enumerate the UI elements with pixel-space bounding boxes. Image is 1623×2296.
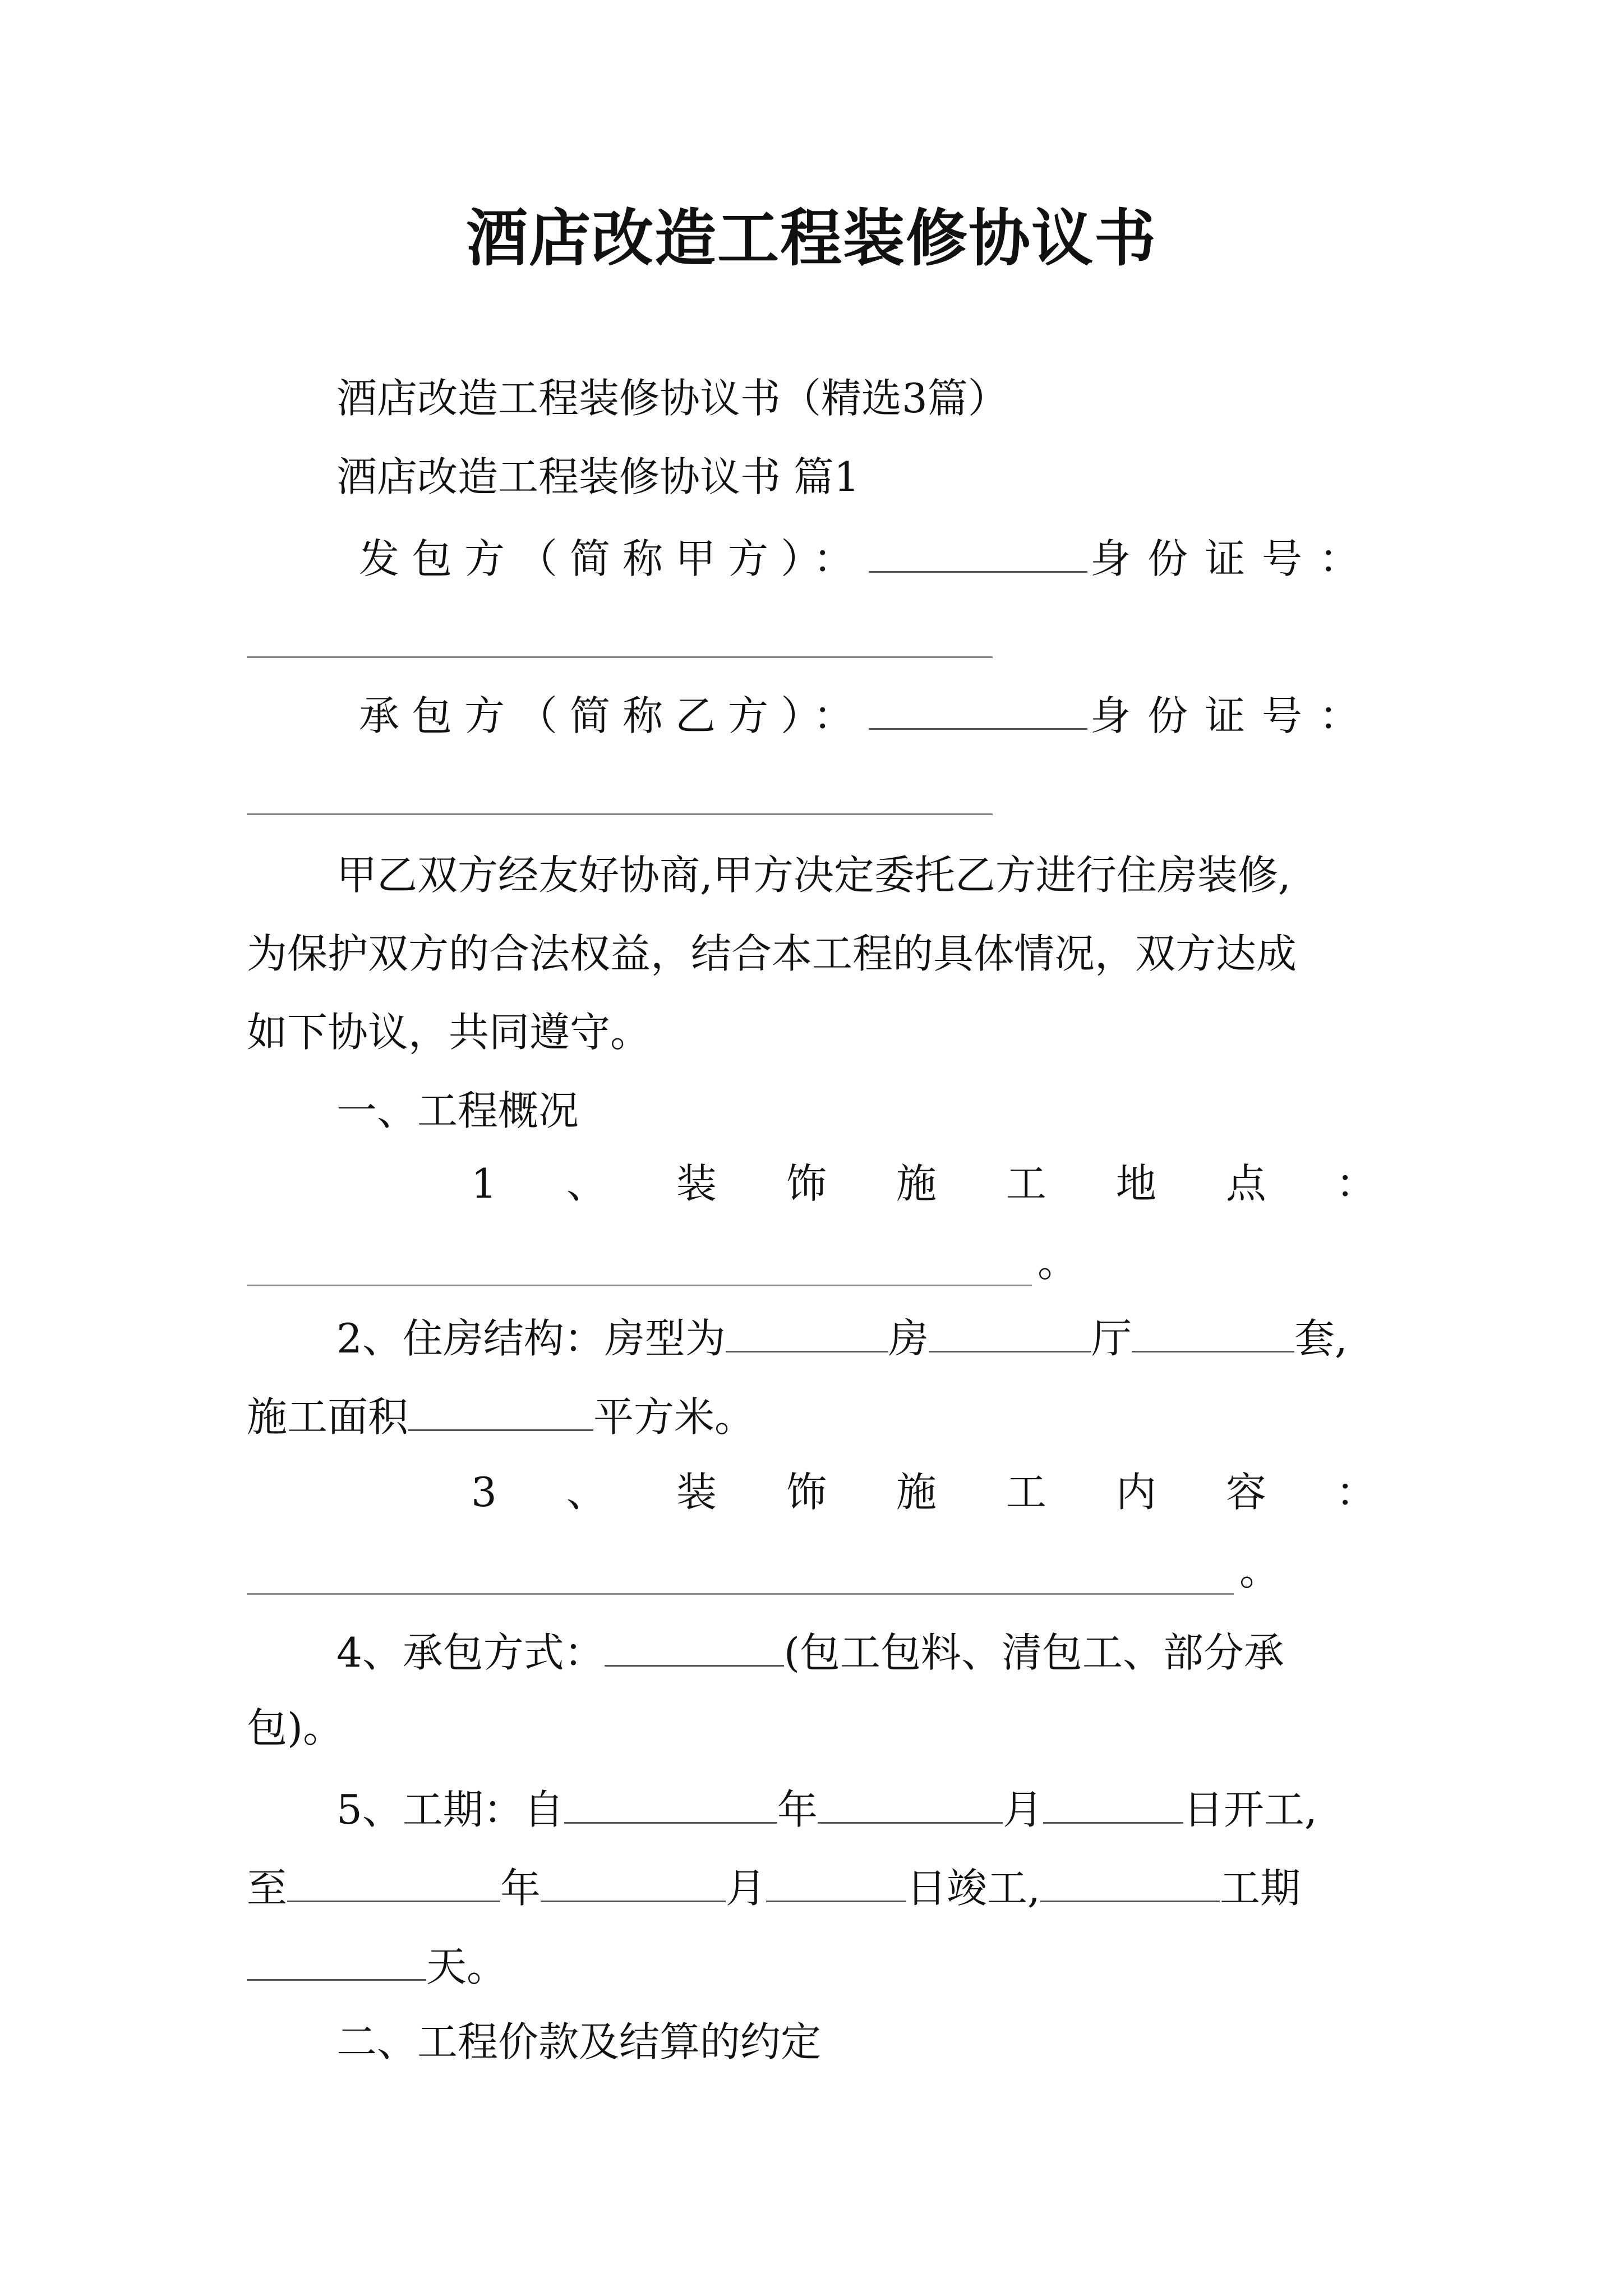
item3-row bbox=[471, 1464, 1376, 1520]
item2-set-blank bbox=[1132, 1307, 1294, 1352]
item2-hall: 厅 bbox=[1091, 1315, 1132, 1362]
party-b-id-blank bbox=[247, 763, 993, 815]
item1-row bbox=[471, 1156, 1376, 1212]
item3-content-blank bbox=[247, 1543, 1234, 1595]
item2-area-prefix: 施工面积 bbox=[247, 1393, 409, 1441]
item4-options: (包工包料、清包工、部分承 bbox=[783, 1629, 1284, 1676]
item2-row bbox=[336, 1307, 1399, 1366]
item3-char: 饰 bbox=[786, 1469, 827, 1516]
start-month-blank bbox=[818, 1778, 1003, 1824]
item3-char: 施 bbox=[896, 1469, 937, 1516]
intro-line-3: 如下协议，共同遵守。 bbox=[247, 1009, 651, 1056]
start-day-label: 日开工, bbox=[1183, 1786, 1317, 1833]
party-b-row bbox=[359, 684, 1376, 744]
intro-line-2: 为保护双方的合法权益，结合本工程的具体情况，双方达成 bbox=[247, 930, 1297, 977]
start-day-blank bbox=[1043, 1778, 1183, 1824]
party-a-name-blank bbox=[869, 527, 1087, 573]
item3-period: 。 bbox=[1239, 1547, 1280, 1594]
item1-char: 1 bbox=[471, 1160, 497, 1207]
party-a-row bbox=[359, 527, 1376, 587]
item4-mode-blank bbox=[605, 1621, 784, 1667]
item3-char: 工 bbox=[1006, 1469, 1046, 1516]
end-month-blank bbox=[541, 1857, 726, 1902]
item3-char: 3 bbox=[471, 1469, 497, 1516]
item4-prefix: 4、承包方式： bbox=[336, 1629, 605, 1676]
item1-char: 工 bbox=[1006, 1160, 1046, 1207]
item1-char: 、 bbox=[566, 1160, 607, 1207]
item2-room: 房 bbox=[888, 1315, 929, 1362]
item1-char: 装 bbox=[676, 1160, 717, 1207]
item5-row-2 bbox=[247, 1857, 1399, 1916]
section-title: 酒店改造工程装修协议书 篇1 bbox=[336, 453, 860, 500]
item1-char: 饰 bbox=[786, 1160, 827, 1207]
item2-prefix: 2、住房结构：房型为 bbox=[336, 1315, 726, 1362]
start-year-blank bbox=[564, 1778, 777, 1824]
item1-char: 点 bbox=[1225, 1160, 1266, 1207]
duration-blank bbox=[1040, 1857, 1220, 1902]
document-title: 酒店改造工程装修协议书 bbox=[466, 202, 1157, 274]
item2-set: 套, bbox=[1294, 1315, 1348, 1362]
days-label: 天。 bbox=[426, 1943, 508, 1990]
intro-line-1: 甲乙双方经友好协商,甲方决定委托乙方进行住房装修, bbox=[336, 852, 1291, 899]
item1-period: 。 bbox=[1038, 1239, 1078, 1286]
document-subtitle: 酒店改造工程装修协议书（精选3篇） bbox=[336, 375, 1008, 422]
item4-end: 包)。 bbox=[247, 1704, 344, 1751]
end-month-label: 月 bbox=[726, 1865, 767, 1912]
end-day-blank bbox=[766, 1857, 906, 1902]
item3-char: ： bbox=[1335, 1469, 1376, 1516]
heading-price-settlement: 二、工程价款及结算的约定 bbox=[336, 2018, 822, 2065]
start-year-label: 年 bbox=[777, 1786, 818, 1833]
item1-location-blank bbox=[247, 1234, 1032, 1286]
item1-char: ： bbox=[1335, 1160, 1376, 1207]
item2-room-blank bbox=[726, 1307, 888, 1352]
item5-row-3 bbox=[247, 1935, 1399, 1995]
item4-row bbox=[336, 1621, 1399, 1681]
party-b-id-label: 身份证号： bbox=[1090, 692, 1376, 739]
end-day-label: 日竣工, bbox=[906, 1865, 1040, 1912]
item3-char: 、 bbox=[566, 1469, 607, 1516]
end-to-label: 至 bbox=[247, 1865, 288, 1912]
item1-char: 地 bbox=[1115, 1160, 1156, 1207]
party-b-label: 承包方（简称乙方）： bbox=[359, 692, 866, 739]
item3-char: 内 bbox=[1115, 1469, 1156, 1516]
item2-area-row bbox=[247, 1386, 1399, 1445]
party-b-name-blank bbox=[869, 684, 1087, 730]
duration-label: 工期 bbox=[1219, 1865, 1301, 1912]
item1-char: 施 bbox=[896, 1160, 937, 1207]
item5-prefix: 5、工期：自 bbox=[336, 1786, 564, 1833]
party-a-id-blank bbox=[247, 606, 993, 658]
item3-char: 容 bbox=[1225, 1469, 1266, 1516]
item2-hall-blank bbox=[929, 1307, 1091, 1352]
start-month-label: 月 bbox=[1002, 1786, 1043, 1833]
heading-project-overview: 一、工程概况 bbox=[336, 1087, 579, 1134]
end-year-label: 年 bbox=[500, 1865, 541, 1912]
party-a-id-label: 身份证号： bbox=[1090, 535, 1376, 582]
item2-area-unit: 平方米。 bbox=[593, 1393, 755, 1441]
item5-row bbox=[336, 1778, 1399, 1838]
days-blank bbox=[247, 1935, 426, 1981]
item2-area-blank bbox=[408, 1386, 593, 1431]
party-a-label: 发包方（简称甲方）： bbox=[359, 535, 866, 582]
end-year-blank bbox=[287, 1857, 500, 1902]
item3-char: 装 bbox=[676, 1469, 717, 1516]
